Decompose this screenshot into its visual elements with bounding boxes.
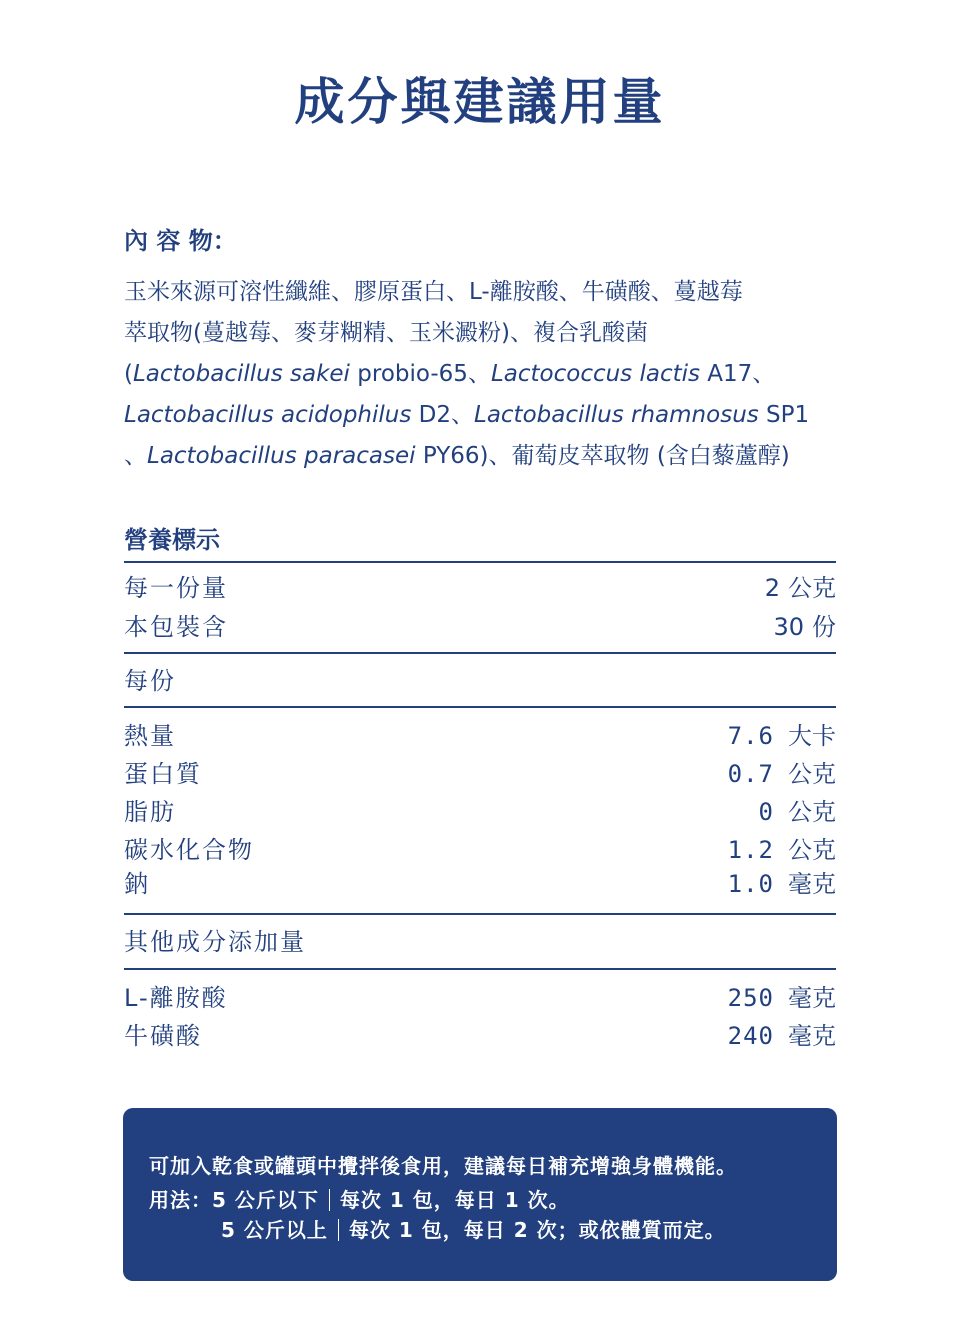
nutrient-value: 0.7	[727, 760, 774, 788]
ingredients-line-3	[124, 354, 844, 395]
additive-unit: 毫克	[788, 1022, 836, 1050]
usage-weight-under: 用法：5 公斤以下	[149, 1188, 319, 1212]
species-name: Lactobacillus rhamnosus	[474, 402, 759, 428]
nutrient-amount	[728, 866, 836, 902]
nutrition-heading: 營養標示	[124, 526, 220, 554]
additive-value: 240	[727, 1022, 774, 1050]
usage-line-under-5kg	[149, 1184, 570, 1213]
ingredients-line-5	[124, 436, 844, 477]
nutrient-unit: 公克	[788, 836, 836, 864]
usage-dose-over: 每次 1 包，每日 2 次；或依體質而定。	[348, 1218, 726, 1242]
nutrient-label: 碳水化合物	[124, 836, 254, 864]
separator-text: 、	[124, 443, 147, 469]
usage-line-over-5kg	[221, 1214, 726, 1243]
ingredients-list	[124, 272, 844, 477]
nutrient-unit: 大卡	[788, 722, 836, 750]
strain-text: A17、	[700, 361, 776, 387]
species-name: Lactobacillus acidophilus	[124, 402, 412, 428]
serving-size-unit: 公克	[788, 574, 836, 602]
nutrient-value: 1.2	[727, 836, 774, 864]
ingredients-heading: 內 容 物：	[124, 227, 237, 255]
additive-value: 250	[727, 984, 774, 1012]
servings-per-pack-row	[124, 609, 836, 645]
nutrient-amount	[759, 794, 836, 830]
divider	[124, 561, 836, 563]
paren-open: (	[124, 361, 133, 387]
ingredients-line-2: 萃取物(蔓越莓、麥芽糊精、玉米澱粉)、複合乳酸菌	[124, 320, 648, 346]
servings-per-pack-label: 本包裝含	[124, 613, 228, 641]
other-ingredients-row	[124, 924, 836, 960]
ingredients-line-4	[124, 395, 844, 436]
separator-bar	[338, 1219, 339, 1241]
page-title: 成分與建議用量	[294, 73, 666, 131]
divider	[124, 913, 836, 915]
additive-label: 牛磺酸	[124, 1022, 202, 1050]
nutrient-label: 鈉	[124, 870, 150, 898]
divider	[124, 968, 836, 970]
usage-description: 可加入乾食或罐頭中攪拌後食用，建議每日補充增強身體機能。	[149, 1154, 737, 1178]
nutrient-row	[124, 718, 836, 754]
nutrient-unit: 公克	[788, 760, 836, 788]
nutrient-value: 0	[758, 798, 774, 826]
nutrient-value: 7.6	[727, 722, 774, 750]
divider	[124, 706, 836, 708]
species-name: Lactobacillus sakei	[132, 361, 350, 387]
nutrient-row	[124, 756, 836, 792]
serving-size-label: 每一份量	[124, 574, 228, 602]
nutrient-amount	[728, 718, 836, 754]
nutrient-row	[124, 832, 836, 868]
serving-size-amount	[765, 570, 836, 606]
nutrient-unit: 毫克	[788, 870, 836, 898]
ingredients-line-1: 玉米來源可溶性纖維、膠原蛋白、L-離胺酸、牛磺酸、蔓越莓	[124, 279, 743, 305]
nutrient-value: 1.0	[727, 870, 774, 898]
nutrient-label: 脂肪	[124, 798, 176, 826]
nutrient-row	[124, 866, 836, 902]
strain-text: D2、	[411, 402, 474, 428]
separator-bar	[329, 1189, 330, 1211]
per-serving-label: 每份	[124, 667, 176, 695]
nutrient-label: 蛋白質	[124, 760, 202, 788]
divider	[124, 652, 836, 654]
usage-note-box	[123, 1108, 837, 1281]
usage-weight-over: 5 公斤以上	[221, 1218, 328, 1242]
serving-size-value: 2	[764, 574, 780, 602]
servings-per-pack-unit: 份	[812, 613, 836, 641]
strain-text: SP1	[758, 402, 810, 428]
nutrient-unit: 公克	[788, 798, 836, 826]
usage-dose-under: 每次 1 包，每日 1 次。	[339, 1188, 570, 1212]
nutrient-amount	[728, 832, 836, 868]
additive-unit: 毫克	[788, 984, 836, 1012]
additive-amount	[728, 980, 836, 1016]
additive-label: L-離胺酸	[124, 984, 228, 1012]
strain-text: PY66)、葡萄皮萃取物 (含白藜蘆醇)	[415, 443, 790, 469]
nutrient-amount	[728, 756, 836, 792]
additive-row	[124, 980, 836, 1016]
nutrient-label: 熱量	[124, 722, 176, 750]
strain-text: probio-65、	[349, 361, 491, 387]
additive-amount	[728, 1018, 836, 1054]
serving-size-row	[124, 570, 836, 606]
additive-row	[124, 1018, 836, 1054]
servings-per-pack-amount	[773, 609, 836, 645]
other-ingredients-heading: 其他成分添加量	[124, 928, 306, 956]
per-serving-row	[124, 663, 836, 699]
species-name: Lactococcus lactis	[490, 361, 700, 387]
nutrient-row	[124, 794, 836, 830]
servings-per-pack-value: 30	[773, 613, 804, 641]
species-name: Lactobacillus paracasei	[147, 443, 416, 469]
